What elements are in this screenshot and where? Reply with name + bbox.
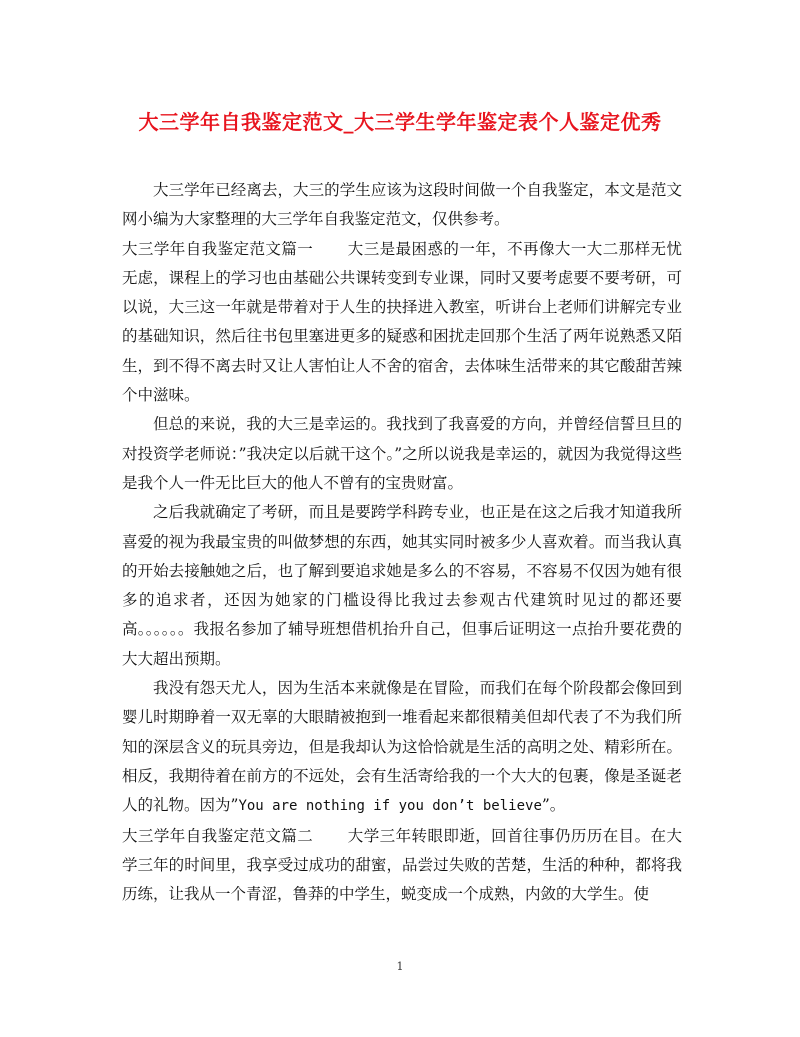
- section1-paragraph-4: [122, 674, 682, 821]
- intro-paragraph: 大三学年已经离去，大三的学生应该为这段时间做一个自我鉴定，本文是范文网小编为大家整理的大三学年自我鉴定范文，仅供参考。: [122, 181, 682, 229]
- section1-first-paragraph: [122, 235, 682, 411]
- section1-heading: 大三学年自我鉴定范文篇一: [122, 239, 314, 258]
- document-title: 大三学年自我鉴定范文_大三学生学年鉴定表个人鉴定优秀: [138, 110, 662, 134]
- section1-paragraph-4-end: ”。: [541, 796, 566, 815]
- section2-paragraph-1: 大学三年转眼即逝，回首往事仍历历在目。在大学三年的时间里，我享受过成功的甜蜜，品尝过失败的苦楚，生活的种种，都将我历练，让我从一个青涩，鲁莽的中学生，蜕变成一个成熟，内敛的大学生。使: [122, 826, 682, 904]
- page-number: 1: [396, 960, 404, 973]
- document-body: [122, 176, 682, 909]
- section2-first-paragraph: [122, 822, 682, 910]
- english-quote: You are nothing if you don’t believe: [238, 798, 542, 815]
- section1-paragraph-3: 之后我就确定了考研，而且是要跨学科跨专业，也正是在这之后我才知道我所喜爱的视为我最宝贵的叫做梦想的东西，她其实同时被多少人喜欢着。而当我认真的开始去接触她之后，也了解到要追求她是多么的不容易，不容易不仅因为她有很多的追求者，还因为她家的门槛设得比我过去参观古代建筑时见过的都还要高。。。。。。我报名参加了辅导班想借机抬升自己，但事后证明这一点抬升要花费的大大超出预期。: [122, 503, 682, 668]
- section1-paragraph-4-text: 我没有怨天尤人，因为生活本来就像是在冒险，而我们在每个阶段都会像回到婴儿时期睁着一双无辜的大眼睛被抱到一堆看起来都很精美但却代表了不为我们所知的深层含义的玩具旁边，但是我却认为这恰恰就是生活的高明之处、精彩所在。相反，我期待着在前方的不远处，会有生活寄给我的一个大大的包裹，像是圣诞老人的礼物。因为”: [122, 679, 682, 815]
- section1-paragraph-1: 大三是最困惑的一年，不再像大一大二那样无忧无虑，课程上的学习也由基础公共课转变到专业课，同时又要考虑要不要考研，可以说，大三这一年就是带着对于人生的抉择进入教室，听讲台上老师们讲解完专业的基础知识，然后往书包里塞进更多的疑惑和困扰走回那个生活了两年说熟悉又陌生，到不得不离去时又让人害怕让人不舍的宿舍，去体味生活带来的其它酸甜苦辣个中滋味。: [122, 239, 682, 405]
- section2-heading: 大三学年自我鉴定范文篇二: [122, 826, 314, 845]
- section1-paragraph-2: 但总的来说，我的大三是幸运的。我找到了我喜爱的方向，并曾经信誓旦旦的对投资学老师说：”我决定以后就干这个。”之所以说我是幸运的，就因为我觉得这些是我个人一件无比巨大的他人不曾有的宝贵财富。: [122, 415, 682, 492]
